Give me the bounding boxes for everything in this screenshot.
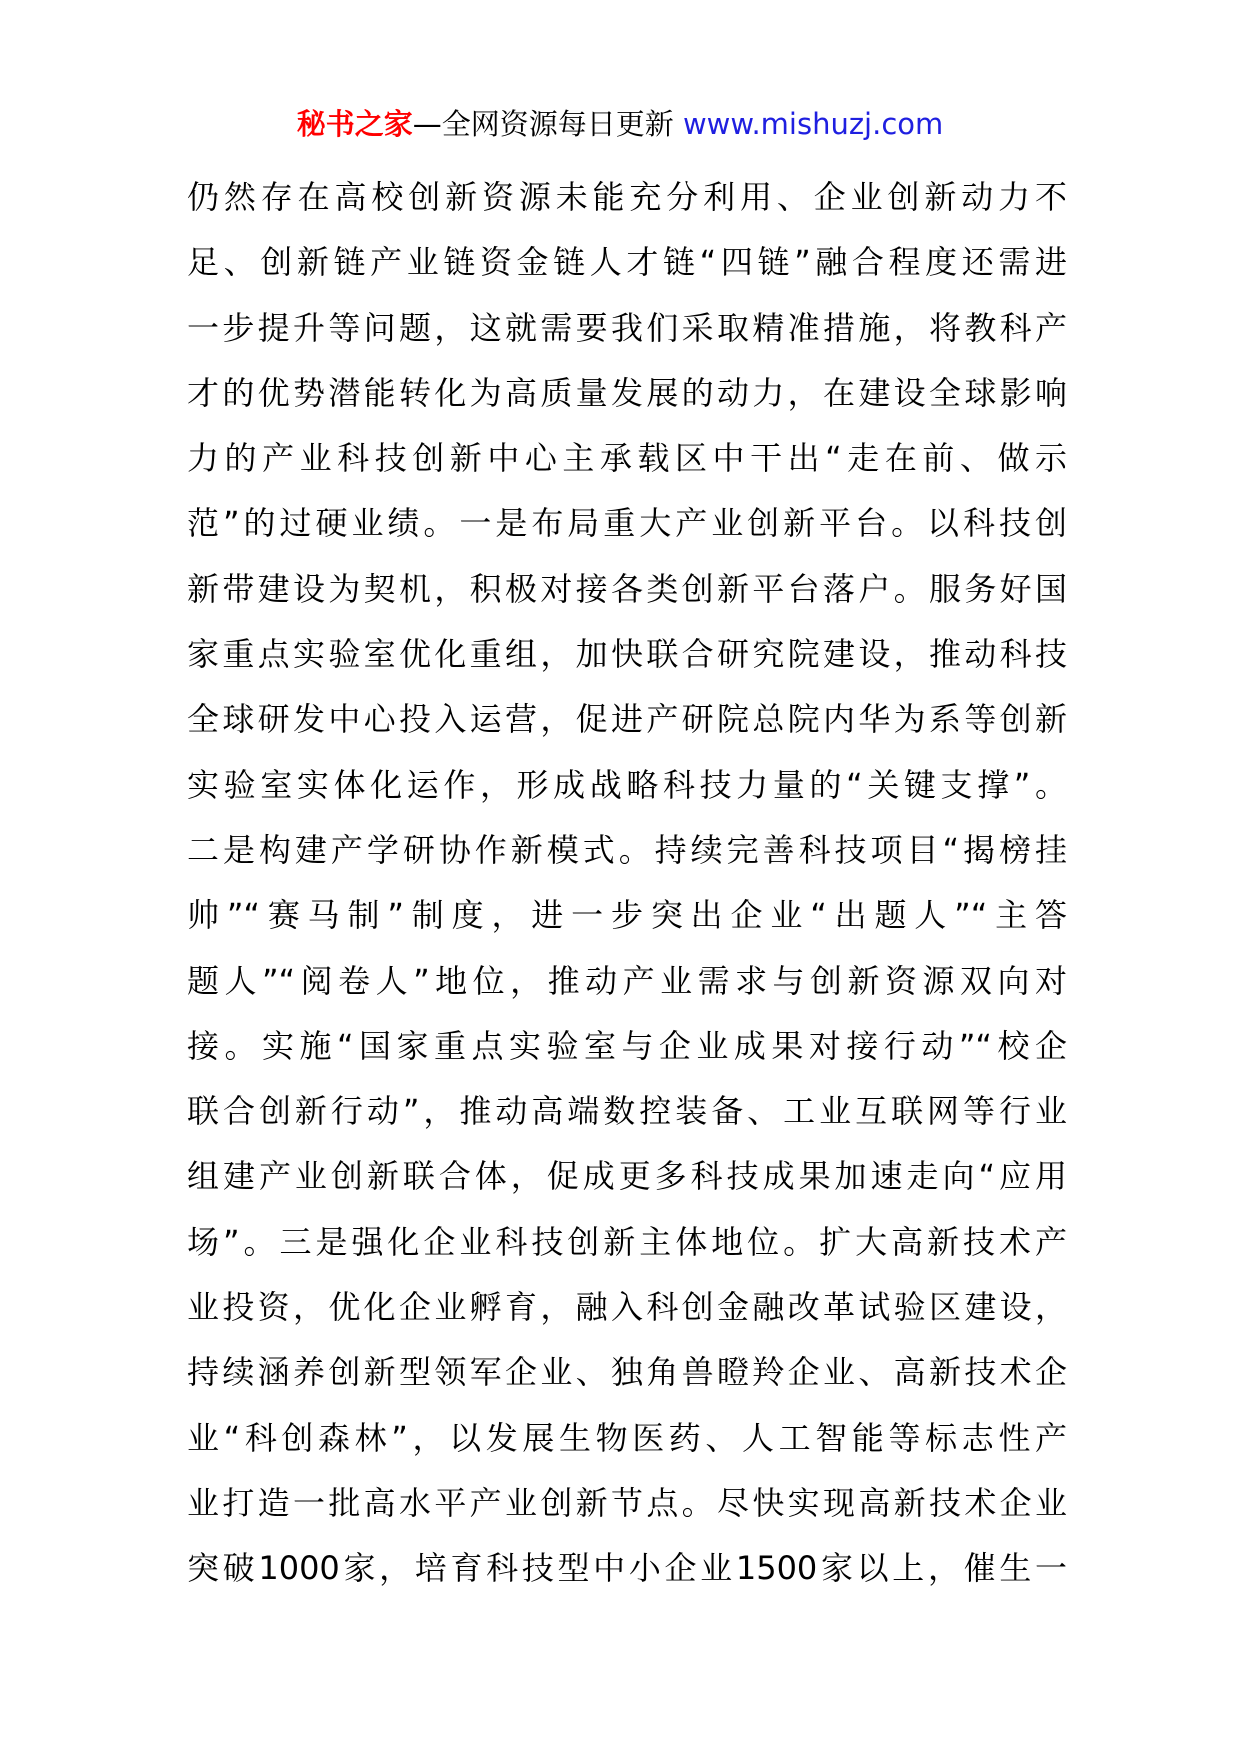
text-line: 场”。三是强化企业科技创新主体地位。扩大高新技术产 [187,1222,1067,1261]
text-line: 突破1000家，培育科技型中小企业1500家以上，催生一 [187,1549,1067,1588]
text-line: 新带建设为契机，积极对接各类创新平台落户。服务好国 [187,569,1067,608]
text-line: 业投资，优化企业孵育，融入科创金融改革试验区建设， [187,1288,1067,1327]
text-line: 业打造一批高水平产业创新节点。尽快实现高新技术企业 [187,1483,1067,1522]
site-header [0,104,1240,144]
text-line: 才的优势潜能转化为高质量发展的动力，在建设全球影响 [187,373,1067,412]
text-line: 足、创新链产业链资金链人才链“四链”融合程度还需进 [187,243,1067,282]
text-line: 全球研发中心投入运营，促进产研院总院内华为系等创新 [187,700,1067,739]
text-line: 题人”“阅卷人”地位，推动产业需求与创新资源双向对 [187,961,1067,1000]
text-line: 接。实施“国家重点实验室与企业成果对接行动”“校企 [187,1026,1067,1065]
text-line: 持续涵养创新型领军企业、独角兽瞪羚企业、高新技术企 [187,1353,1067,1392]
text-line: 联合创新行动”，推动高端数控装备、工业互联网等行业 [187,1092,1067,1131]
text-line: 一步提升等问题，这就需要我们采取精准措施，将教科产 [187,308,1067,347]
text-line: 实验室实体化运作，形成战略科技力量的“关键支撑”。 [187,765,1067,804]
site-tagline: —全网资源每日更新 [412,107,674,141]
text-line: 力的产业科技创新中心主承载区中干出“走在前、做示 [187,439,1067,478]
text-line: 家重点实验室优化重组，加快联合研究院建设，推动科技 [187,635,1067,674]
site-url-link[interactable]: www.mishuzj.com [682,107,944,141]
text-line: 业“科创森林”，以发展生物医药、人工智能等标志性产 [187,1418,1067,1457]
text-line: 仍然存在高校创新资源未能充分利用、企业创新动力不 [187,178,1067,216]
text-line: 帅”“赛马制”制度，进一步突出企业“出题人”“主答 [187,896,1067,935]
text-line: 组建产业创新联合体，促成更多科技成果加速走向“应用 [187,1157,1067,1196]
site-brand: 秘书之家 [296,107,413,141]
text-line: 范”的过硬业绩。一是布局重大产业创新平台。以科技创 [187,504,1067,543]
document-body [187,165,1067,1602]
text-line: 二是构建产学研协作新模式。持续完善科技项目“揭榜挂 [187,830,1067,869]
